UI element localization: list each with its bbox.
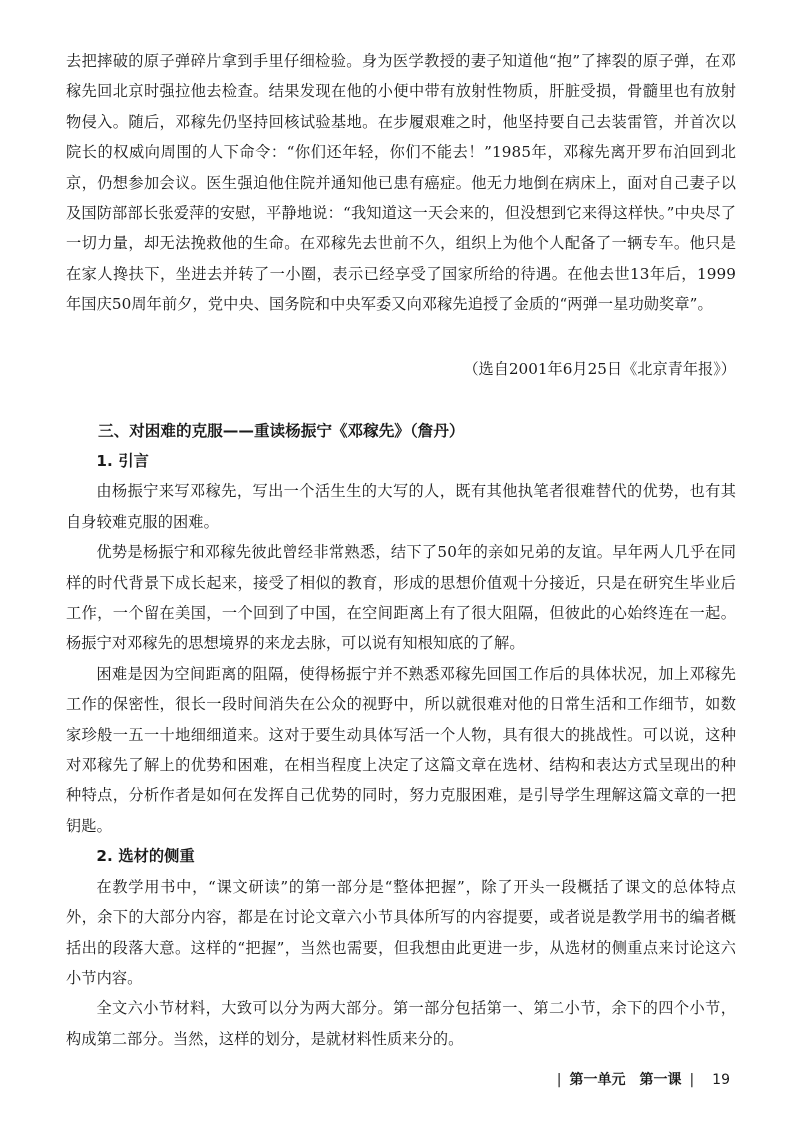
- page-number: 19: [712, 1072, 730, 1088]
- body-paragraph: 在教学用书中，“课文研读”的第一部分是“整体把握”，除了开头一段概括了课文的总体特点外，余下的大部分内容，都是在讨论文章六小节具体所写的内容提要，或者说是教学用书的编者概括出的段落大意。这样的“把握”，当然也需要，但我想由此更进一步，从选材的侧重点来讨论这六小节内容。: [66, 877, 736, 987]
- continued-text-block: [66, 46, 736, 320]
- page-footer: [557, 1068, 730, 1092]
- subheading-material-selection: 2. 选材的侧重: [96, 847, 195, 866]
- subheading-intro: 1. 引言: [96, 452, 149, 470]
- section-body: [66, 446, 736, 1054]
- body-paragraph: 全文六小节材料，大致可以分为两大部分。第一部分包括第一、第二小节，余下的四个小节，构成第二部分。当然，这样的划分，是就材料性质来分的。: [66, 999, 736, 1048]
- body-paragraph: 优势是杨振宁和邓稼先彼此曾经非常熟悉，结下了50年的亲如兄弟的友谊。早年两人几乎在同样的时代背景下成长起来，接受了相似的教育，形成的思想价值观十分接近，只是在研究生毕业后工作，一个留在美国，一个回到了中国，在空间距离上有了很大阻隔，但彼此的心始终连在一起。杨振宁对邓稼先的思想境界的来龙去脉，可以说有知根知底的了解。: [66, 543, 736, 653]
- footer-separator: |: [689, 1072, 695, 1088]
- body-paragraph: 由杨振宁来写邓稼先，写出一个活生生的大写的人，既有其他执笔者很难替代的优势，也有其自身较难克服的困难。: [66, 482, 736, 531]
- footer-separator: |: [556, 1072, 562, 1088]
- section-title: 三、对困难的克服——重读杨振宁《邓稼先》（詹丹）: [98, 422, 465, 440]
- body-paragraph: 去把摔破的原子弹碎片拿到手里仔细检验。身为医学教授的妻子知道他“抱”了摔裂的原子弹，在邓稼先回北京时强拉他去检查。结果发现在他的小便中带有放射性物质，肝脏受损，骨髓里也有放射物侵入。随后，邓稼先仍坚持回核试验基地。在步履艰难之时，他坚持要自己去装雷管，并首次以院长的权威向周围的人下命令：“你们还年轻，你们不能去！”1985年，邓稼先离开罗布泊回到北京，仍想参加会议。医生强迫他住院并通知他已患有癌症。他无力地倒在病床上，面对自己妻子以及国防部部长张爱萍的安慰，平静地说：“我知道这一天会来的，但没想到它来得这样快。”中央尽了一切力量，却无法挽救他的生命。在邓稼先去世前不久，组织上为他个人配备了一辆专车。他只是在家人搀扶下，坐进去并转了一小圈，表示已经享受了国家所给的待遇。在他去世13年后，1999年国庆50周年前夕，党中央、国务院和中央军委又向邓稼先追授了金质的“两弹一星功勋奖章”。: [66, 52, 736, 314]
- source-citation: （选自2001年6月25日《北京青年报》）: [463, 360, 736, 378]
- body-paragraph: 困难是因为空间距离的阻隔，使得杨振宁并不熟悉邓稼先回国工作后的具体状况，加上邓稼先工作的保密性，很长一段时间消失在公众的视野中，所以就很难对他的日常生活和工作细节，如数家珍般一五一十地细细道来。这对于要生动具体写活一个人物，具有很大的挑战性。可以说，这种对邓稼先了解上的优势和困难，在相当程度上决定了这篇文章在选材、结构和表达方式呈现出的种种特点，分析作者是如何在发挥自己优势的同时，努力克服困难，是引导学生理解这篇文章的一把钥匙。: [66, 664, 736, 835]
- footer-unit-label: 第一单元 第一课: [569, 1072, 682, 1088]
